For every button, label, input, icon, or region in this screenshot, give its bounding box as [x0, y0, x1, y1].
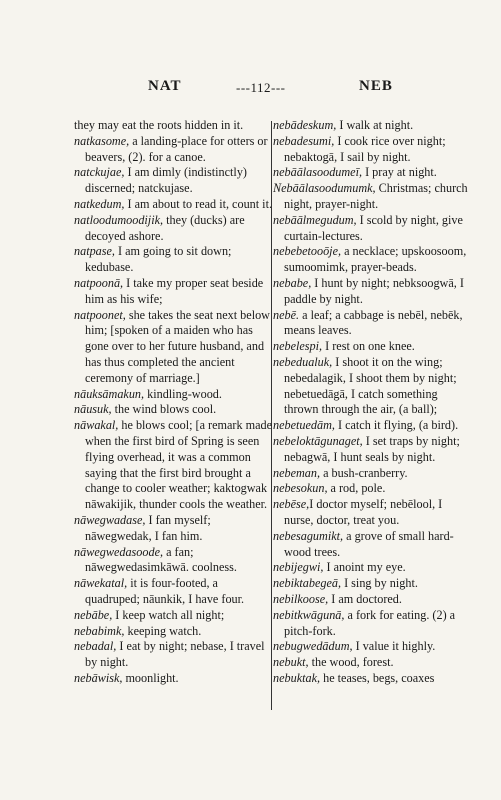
definition: I walk at night. [336, 118, 414, 132]
dictionary-entry [74, 624, 274, 640]
definition: I anoint my eye. [323, 560, 406, 575]
dictionary-entry [74, 513, 274, 545]
definition: I rest on one knee. [322, 339, 415, 354]
headword: nebēse, [273, 497, 310, 512]
headword: nebebetooōje, [273, 244, 342, 259]
headword: nebelespi, [273, 339, 323, 354]
headword: nebesagumikt, [273, 528, 344, 543]
left-column [74, 118, 274, 687]
definition: they (ducks) are decoyed ashore. [85, 212, 245, 243]
headword: nebāālmegudum, [273, 212, 357, 227]
definition: I shoot it on the wing; nebedalagik, I shoot them by night; nebetuedāgā, I catch something thrown through the air, (a ball); [284, 354, 457, 417]
headword: nebadesumi, [273, 133, 335, 148]
headword: nebabimk, [74, 623, 125, 638]
dictionary-entry [273, 497, 474, 529]
definition: they may eat the roots hidden in it. [74, 118, 244, 132]
dictionary-entry [74, 165, 274, 197]
headword: nebukt, [273, 655, 309, 670]
dictionary-entry [74, 118, 274, 134]
dictionary-entry [74, 308, 274, 387]
definition: keeping watch. [124, 623, 202, 638]
headword: natkedum, [74, 196, 125, 211]
page-number: ---112--- [236, 80, 286, 95]
definition: I pray at night. [362, 165, 437, 180]
headword: nebeloktāgunaget, [273, 433, 363, 448]
headword: nāuksāmakun, [74, 386, 145, 401]
definition: I am going to sit down; kedubase. [85, 244, 232, 275]
definition: a landing-place for otters or beavers, (2). for a canoe. [85, 133, 268, 164]
headword: nebiktabegeā, [273, 576, 342, 591]
dictionary-entry [273, 213, 474, 245]
definition: the wind blows cool. [111, 402, 217, 417]
guide-word-left: NAT [148, 78, 182, 94]
guide-word-right: NEB [359, 78, 393, 94]
dictionary-entry [273, 418, 474, 434]
definition: a bush-cranberry. [320, 465, 408, 480]
dictionary-entry [74, 545, 274, 577]
definition: I catch it flying, (a bird). [334, 418, 459, 433]
definition: a rod, pole. [327, 481, 386, 496]
definition: I fan myself; nāwegwedak, I fan him. [85, 512, 211, 543]
dictionary-entry [273, 181, 474, 213]
headword: nebitkwāgunā, [273, 607, 345, 622]
dictionary-entry [74, 639, 274, 671]
dictionary-entry [273, 671, 474, 687]
dictionary-entry [74, 244, 274, 276]
headword: nebābe, [74, 607, 113, 622]
definition: I scold by night, give curtain-lectures. [284, 212, 463, 243]
definition: moonlight. [122, 670, 179, 685]
definition: I eat by night; nebase, I travel by night. [85, 639, 265, 670]
dictionary-entry [273, 244, 474, 276]
headword: nebāālasoodumeī, [273, 165, 363, 180]
headword: nebesokun, [273, 481, 328, 496]
headword: nebilkoose, [273, 591, 329, 606]
headword: nāusuk, [74, 402, 112, 417]
dictionary-entry [74, 276, 274, 308]
headword: nebedualuk, [273, 354, 333, 369]
definition: I am doctored. [328, 591, 402, 606]
definition: a fan; nāwegwedasimkāwā. coolness. [85, 544, 237, 575]
dictionary-entry [273, 576, 474, 592]
headword: nebadal, [74, 639, 117, 654]
headword: natpoonet, [74, 307, 126, 322]
definition: the wood, forest. [308, 655, 394, 670]
headword: nebugwedādum, [273, 639, 353, 654]
definition: I keep watch all night; [112, 607, 225, 622]
headword: natckujae, [74, 165, 125, 180]
definition: he blows cool; [a remark made when the first bird of Spring is seen flying overhead, it was a common saying that the first bird brought a change to cooler weather; kaktogwak nāwakijik, thunder cools the weather. [85, 418, 273, 512]
definition: I am dimly (indistinctly) discerned; natckujase. [85, 165, 247, 196]
definition: I take my proper seat beside him as his wife; [85, 275, 264, 306]
definition: kindling-wood. [144, 386, 222, 401]
headword: Nebāālasoodumumk, [273, 181, 376, 196]
dictionary-entry [74, 576, 274, 608]
dictionary-entry [74, 213, 274, 245]
dictionary-entry [74, 197, 274, 213]
headword: natpoonā, [74, 275, 124, 290]
right-column [273, 118, 474, 687]
definition: I value it highly. [352, 639, 436, 654]
headword: nāwekatal, [74, 576, 128, 591]
headword: nebijegwi, [273, 560, 324, 575]
headword: nebabe, [273, 275, 312, 290]
dictionary-entry [74, 134, 274, 166]
definition: he teases, begs, coaxes [320, 670, 435, 685]
dictionary-entry [273, 165, 474, 181]
headword: natpase, [74, 244, 115, 259]
definition: a fork for eating. (2) a pitch-fork. [284, 607, 456, 638]
headword: nāwegwadase, [74, 512, 146, 527]
definition: she takes the seat next below him; [spoken of a maiden who has gone over to her future husband, and has thus completed the ancient ceremony of marriage.] [85, 307, 270, 385]
dictionary-entry [273, 466, 474, 482]
page-header [0, 78, 501, 98]
dictionary-entry [74, 608, 274, 624]
definition: I am about to read it, count it. [124, 196, 273, 211]
dictionary-entry [273, 339, 474, 355]
headword: nebeman, [273, 465, 321, 480]
definition: it is four-footed, a quadruped; nāunkik, I have four. [85, 576, 245, 606]
definition: a leaf; a cabbage is nebēl, nebēk, means leaves. [284, 307, 463, 338]
dictionary-entry [273, 655, 474, 671]
headword: nebādeskum, [273, 118, 337, 132]
headword: nebetuedām, [273, 418, 335, 433]
definition: I sing by night. [341, 576, 418, 591]
headword: nebāwisk, [74, 670, 123, 685]
dictionary-entry [273, 608, 474, 640]
dictionary-entry [273, 481, 474, 497]
dictionary-entry [273, 560, 474, 576]
dictionary-entry [273, 276, 474, 308]
dictionary-entry [273, 118, 474, 134]
dictionary-entry [273, 639, 474, 655]
headword: nebē. [273, 307, 300, 322]
headword: natkasome, [74, 133, 130, 148]
definition: a grove of small hard-wood trees. [284, 528, 454, 559]
dictionary-entry [273, 592, 474, 608]
dictionary-entry [273, 434, 474, 466]
dictionary-entry [273, 308, 474, 340]
headword: nebuktak, [273, 670, 321, 685]
headword: nāwakal, [74, 418, 119, 433]
headword: natloodumoodijik, [74, 212, 164, 227]
dictionary-entry [74, 671, 274, 687]
dictionary-entry [74, 402, 274, 418]
definition: I doctor myself; nebēlool, I nurse, doctor, treat you. [284, 497, 443, 527]
definition: I cook rice over night; nebaktogā, I sail by night. [284, 133, 446, 164]
dictionary-entry [74, 387, 274, 403]
dictionary-entry [273, 529, 474, 561]
headword: nāwegwedasoode, [74, 544, 164, 559]
dictionary-entry [273, 134, 474, 166]
definition: I hunt by night; nebksoogwā, I paddle by night. [284, 275, 464, 306]
dictionary-entry [74, 418, 274, 513]
definition: Christmas; church night, prayer-night. [284, 181, 468, 211]
definition: a necklace; upskoosoom, sumoomimk, prayer-beads. [284, 244, 467, 275]
definition: I set traps by night; nebagwā, I hunt seals by night. [284, 433, 460, 464]
dictionary-entry [273, 355, 474, 418]
